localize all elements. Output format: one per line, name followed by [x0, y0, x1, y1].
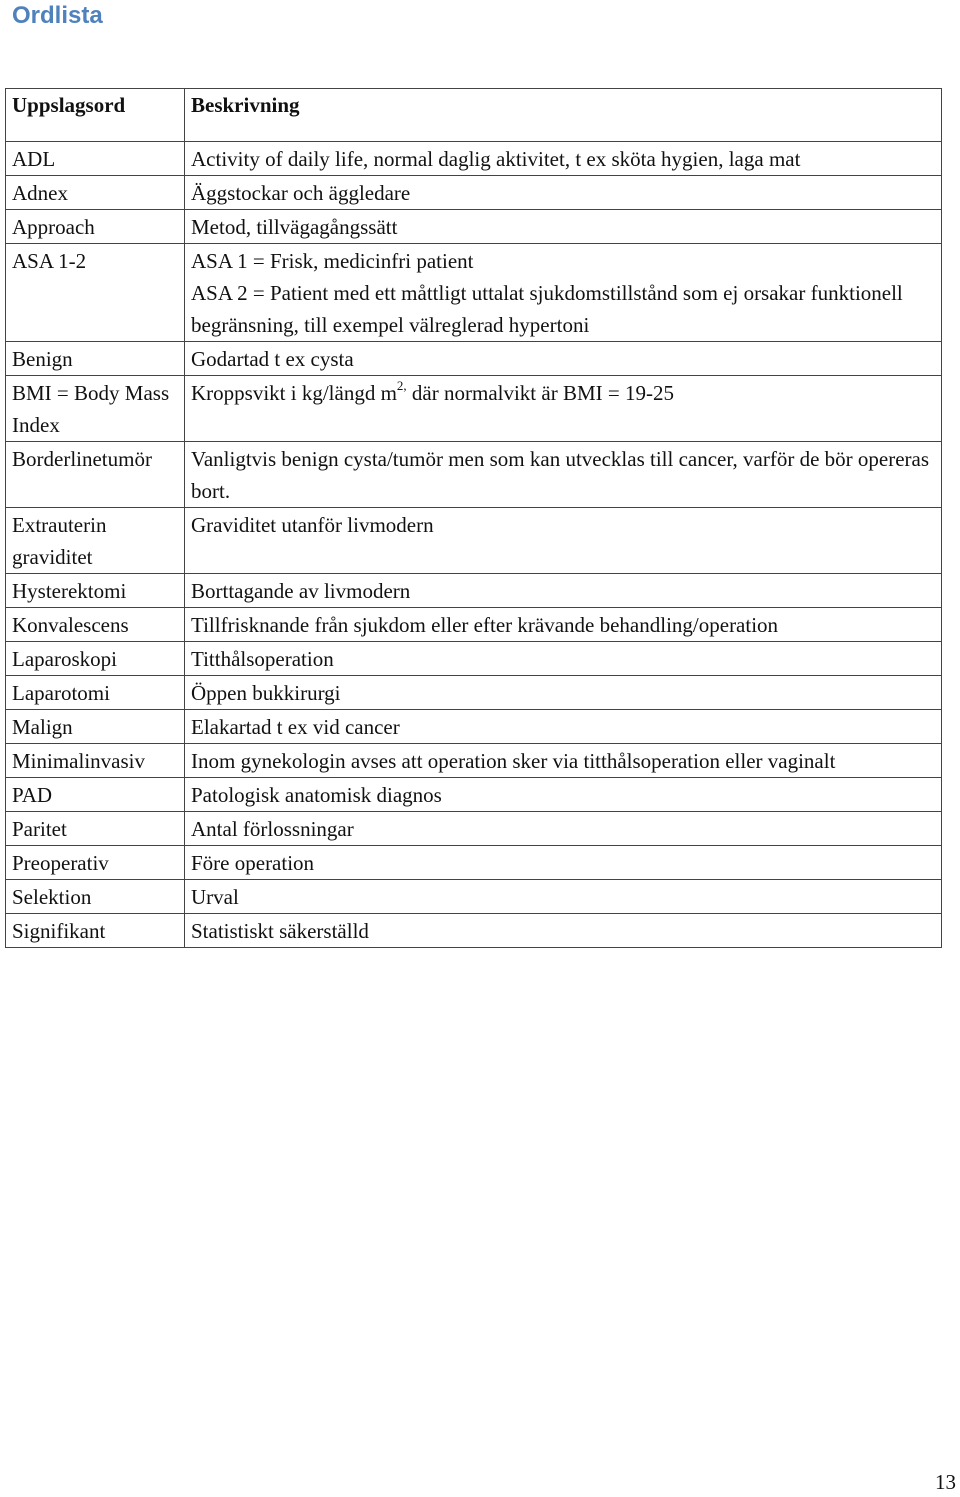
- term-cell: Konvalescens: [6, 608, 185, 642]
- description-cell: Antal förlossningar: [185, 812, 942, 846]
- bmi-description-post: där normalvikt är BMI = 19-25: [406, 381, 674, 405]
- description-cell: Inom gynekologin avses att operation sker via titthålsoperation eller vaginalt: [185, 744, 942, 778]
- term-cell: Preoperativ: [6, 846, 185, 880]
- table-row: [6, 710, 942, 744]
- description-line: ASA 1 = Frisk, medicinfri patient: [191, 249, 474, 273]
- description-cell: Patologisk anatomisk diagnos: [185, 778, 942, 812]
- table-row: [6, 210, 942, 244]
- term-cell: ADL: [6, 142, 185, 176]
- term-cell: Borderlinetumör: [6, 442, 185, 508]
- term-cell: Extrauterin graviditet: [6, 508, 185, 574]
- term-cell: Laparotomi: [6, 676, 185, 710]
- table-row: [6, 376, 942, 442]
- description-cell: Graviditet utanför livmodern: [185, 508, 942, 574]
- table-row: [6, 744, 942, 778]
- table-row: [6, 244, 942, 342]
- description-cell: Urval: [185, 880, 942, 914]
- term-cell: Benign: [6, 342, 185, 376]
- description-cell: Före operation: [185, 846, 942, 880]
- table-row: [6, 812, 942, 846]
- term-cell: Selektion: [6, 880, 185, 914]
- description-line: ASA 2 = Patient med ett måttligt uttalat sjukdomstillstånd som ej orsakar funktionell begränsning, till exempel välreglerad hypertoni: [191, 281, 903, 337]
- description-cell: Activity of daily life, normal daglig aktivitet, t ex sköta hygien, laga mat: [185, 142, 942, 176]
- description-cell: Borttagande av livmodern: [185, 574, 942, 608]
- description-cell: [185, 244, 942, 342]
- header-term: Uppslagsord: [6, 89, 185, 142]
- table-row: [6, 442, 942, 508]
- term-cell: Minimalinvasiv: [6, 744, 185, 778]
- description-cell: Öppen bukkirurgi: [185, 676, 942, 710]
- page-title: Ordlista: [12, 2, 103, 29]
- table-row: [6, 574, 942, 608]
- term-cell: Adnex: [6, 176, 185, 210]
- description-cell: Godartad t ex cysta: [185, 342, 942, 376]
- table-row: [6, 846, 942, 880]
- term-cell: Laparoskopi: [6, 642, 185, 676]
- table-row: [6, 608, 942, 642]
- table-row: [6, 880, 942, 914]
- table-row: [6, 676, 942, 710]
- bmi-superscript: 2,: [396, 378, 407, 393]
- term-cell: Signifikant: [6, 914, 185, 948]
- term-cell: Malign: [6, 710, 185, 744]
- description-cell: Äggstockar och äggledare: [185, 176, 942, 210]
- description-cell: [185, 376, 942, 442]
- description-cell: Elakartad t ex vid cancer: [185, 710, 942, 744]
- table-row: [6, 642, 942, 676]
- description-cell: Statistiskt säkerställd: [185, 914, 942, 948]
- term-cell: BMI = Body Mass Index: [6, 376, 185, 442]
- glossary-table: [5, 88, 942, 948]
- description-cell: Metod, tillvägagångssätt: [185, 210, 942, 244]
- table-row: [6, 778, 942, 812]
- description-cell: Tillfrisknande från sjukdom eller efter krävande behandling/operation: [185, 608, 942, 642]
- table-row: [6, 142, 942, 176]
- table-header-row: [6, 89, 942, 142]
- term-cell: ASA 1-2: [6, 244, 185, 342]
- term-cell: Hysterektomi: [6, 574, 185, 608]
- table-row: [6, 914, 942, 948]
- table-row: [6, 176, 942, 210]
- description-cell: Vanligtvis benign cysta/tumör men som kan utvecklas till cancer, varför de bör opereras bort.: [185, 442, 942, 508]
- bmi-description-pre: Kroppsvikt i kg/längd m: [191, 381, 397, 405]
- table-row: [6, 508, 942, 574]
- term-cell: PAD: [6, 778, 185, 812]
- term-cell: Paritet: [6, 812, 185, 846]
- term-cell: Approach: [6, 210, 185, 244]
- description-cell: Titthålsoperation: [185, 642, 942, 676]
- table-row: [6, 342, 942, 376]
- header-description: Beskrivning: [185, 89, 942, 142]
- page-number: 13: [935, 1470, 956, 1494]
